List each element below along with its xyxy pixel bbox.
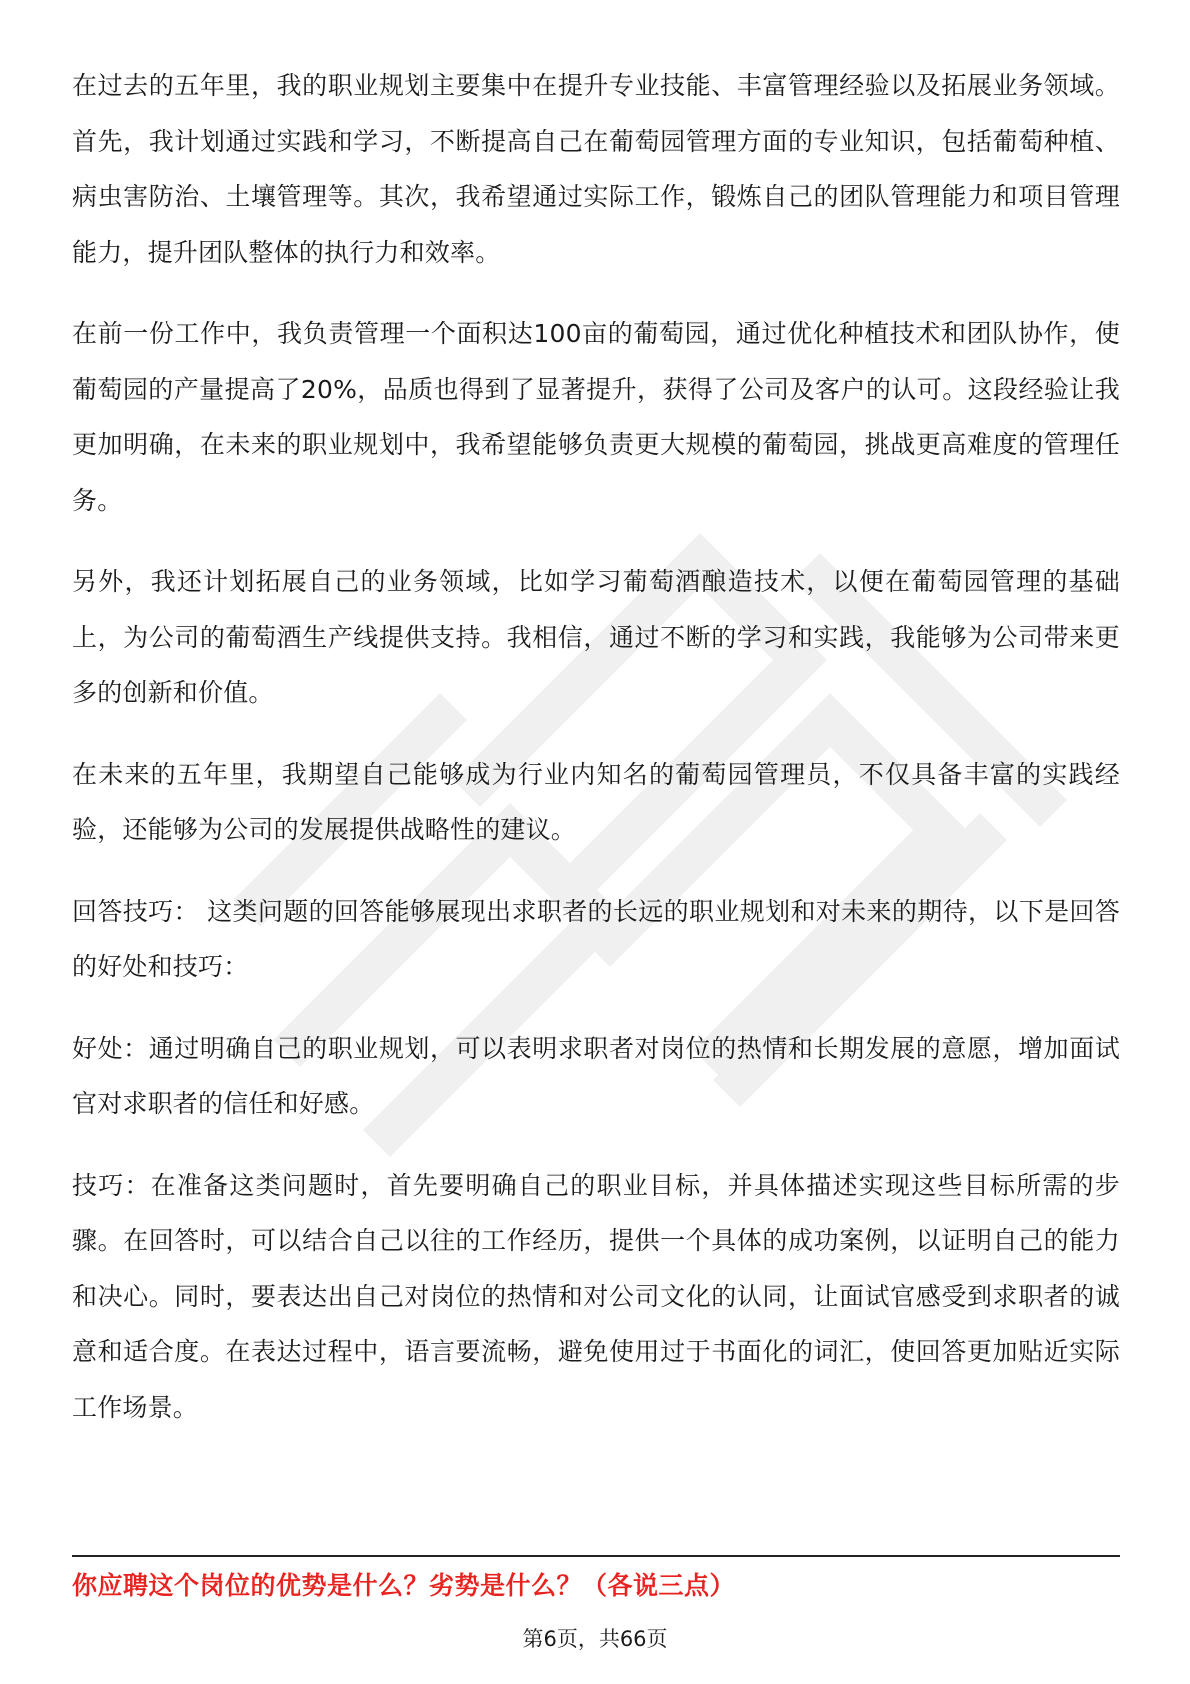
page-number-footer: 第6页，共66页: [522, 1627, 668, 1651]
paragraph-five-year-goal: 在未来的五年里，我期望自己能够成为行业内知名的葡萄园管理员，不仅具备丰富的实践经验，还能够为公司的发展提供战略性的建议。: [72, 759, 1120, 844]
paragraph-answer-tips: 回答技巧： 这类问题的回答能够展现出求职者的长远的职业规划和对未来的期待，以下是回答的好处和技巧：: [72, 896, 1120, 981]
paragraph-expand-business: 另外，我还计划拓展自己的业务领域，比如学习葡萄酒酿造技术，以便在葡萄园管理的基础上，为公司的葡萄酒生产线提供支持。我相信，通过不断的学习和实践，我能够为公司带来更多的创新和价值。: [72, 567, 1120, 707]
paragraph-career-focus: 在过去的五年里，我的职业规划主要集中在提升专业技能、丰富管理经验以及拓展业务领域。首先，我计划通过实践和学习，不断提高自己在葡萄园管理方面的专业知识，包括葡萄种植、病虫害防治、土壤管理等。其次，我希望通过实际工作，锻炼自己的团队管理能力和项目管理能力，提升团队整体的执行力和效率。: [72, 71, 1120, 267]
article-body: [72, 58, 1120, 1435]
paragraph-benefits: 好处：通过明确自己的职业规划，可以表明求职者对岗位的热情和长期发展的意愿，增加面试官对求职者的信任和好感。: [72, 1033, 1120, 1118]
next-question-heading: 你应聘这个岗位的优势是什么？劣势是什么？（各说三点）: [72, 1571, 736, 1600]
paragraph-techniques: 技巧：在准备这类问题时，首先要明确自己的职业目标，并具体描述实现这些目标所需的步骤。在回答时，可以结合自己以往的工作经历，提供一个具体的成功案例，以证明自己的能力和决心。同时，要表达出自己对岗位的热情和对公司文化的认同，让面试官感受到求职者的诚意和适合度。在表达过程中，语言要流畅，避免使用过于书面化的词汇，使回答更加贴近实际工作场景。: [72, 1170, 1120, 1422]
paragraph-previous-job: 在前一份工作中，我负责管理一个面积达100亩的葡萄园，通过优化种植技术和团队协作，使葡萄园的产量提高了20%，品质也得到了显著提升，获得了公司及客户的认可。这段经验让我更加明确，在未来的职业规划中，我希望能够负责更大规模的葡萄园，挑战更高难度的管理任务。: [72, 319, 1120, 515]
section-divider: [72, 1555, 1120, 1557]
